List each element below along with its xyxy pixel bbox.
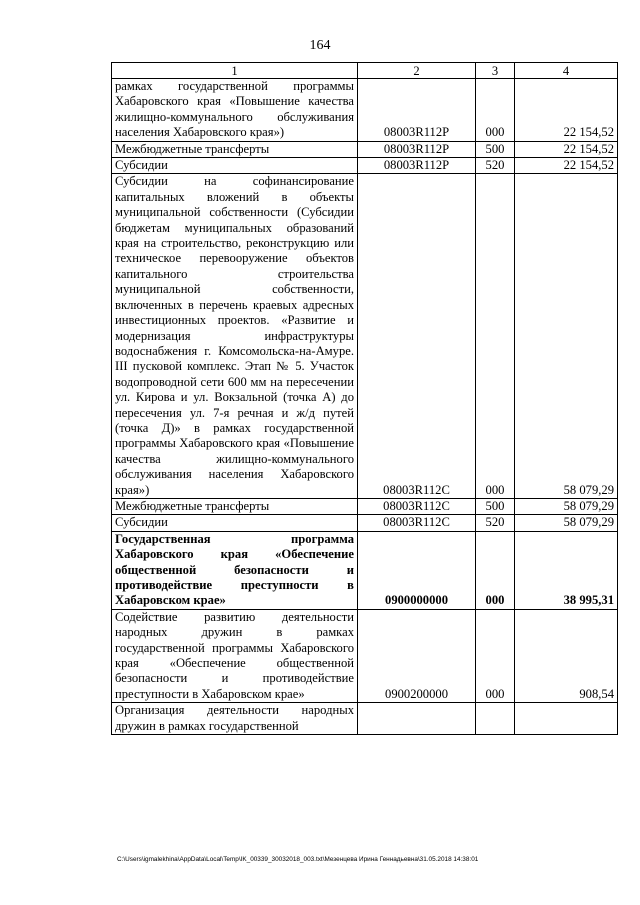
- table-row-program-total: [112, 531, 618, 609]
- table-row: [112, 174, 618, 499]
- row-description: Субсидии: [112, 158, 358, 174]
- table-row: [112, 703, 618, 735]
- table-row: [112, 498, 618, 514]
- row-target-code: [358, 703, 476, 735]
- row-amount: 38 995,31: [515, 531, 618, 609]
- table-row: [112, 158, 618, 174]
- column-header-1: 1: [112, 63, 358, 79]
- row-target-code: 08003R112C: [358, 498, 476, 514]
- row-amount: 22 154,52: [515, 141, 618, 157]
- footer-file-path: C:\Users\igmalekhina\AppData\Local\Temp\IK_00339_30032018_003.txt\Мезенцева Ирина Геннадьевна\31.05.2018 14:38:01: [117, 856, 479, 863]
- table-row: [112, 141, 618, 157]
- table-row: [112, 515, 618, 531]
- row-description: рамках государственной программы Хабаровского края «Повышение качества жилищно-коммунального обслуживания населения Хабаровского края»): [112, 79, 358, 142]
- row-target-code: 08003R112P: [358, 158, 476, 174]
- row-expense-type: 520: [476, 515, 515, 531]
- row-amount: 58 079,29: [515, 498, 618, 514]
- column-header-2: 2: [358, 63, 476, 79]
- column-header-4: 4: [515, 63, 618, 79]
- row-target-code: 08003R112P: [358, 79, 476, 142]
- row-description: Межбюджетные трансферты: [112, 141, 358, 157]
- row-description: Межбюджетные трансферты: [112, 498, 358, 514]
- row-amount: [515, 703, 618, 735]
- row-amount: 22 154,52: [515, 158, 618, 174]
- row-description: Организация деятельности народных дружин в рамках государственной: [112, 703, 358, 735]
- row-description: Субсидии на софинансирование капитальных вложений в объекты муниципальной собственности (Субсидии бюджетам муниципальных образований края на строительство, реконструкцию или техническое перевооружение объектов капитального строительства муниципальной собственности, включенных в перечень краевых адресных инвестиционных проектов. «Развитие и модернизация инфраструктуры водоснабжения г. Комсомольска-на-Амуре. III пусковой комплекс. Этап № 5. Участок водопроводной сети 600 мм на пересечении ул. Кирова и ул. Вокзальной (точка А) до пересечения ул. 7-я речная и ж/д путей (точка Д)» в рамках государственной программы Хабаровского края «Повышение качества жилищно-коммунального обслуживания населения Хабаровского края»): [112, 174, 358, 499]
- row-description: Субсидии: [112, 515, 358, 531]
- table-row: [112, 79, 618, 142]
- table-row: [112, 609, 618, 702]
- row-expense-type: 000: [476, 531, 515, 609]
- row-target-code: 08003R112P: [358, 141, 476, 157]
- row-amount: 22 154,52: [515, 79, 618, 142]
- row-amount: 908,54: [515, 609, 618, 702]
- row-expense-type: 000: [476, 174, 515, 499]
- table-header-row: [112, 63, 618, 79]
- row-target-code: 08003R112C: [358, 174, 476, 499]
- row-expense-type: 500: [476, 498, 515, 514]
- row-expense-type: 000: [476, 79, 515, 142]
- budget-table: [111, 62, 618, 735]
- row-expense-type: 500: [476, 141, 515, 157]
- row-amount: 58 079,29: [515, 174, 618, 499]
- row-expense-type: [476, 703, 515, 735]
- row-description: Содействие развитию деятельности народных дружин в рамках государственной программы Хабаровского края «Обеспечение общественной безопасности и противодействие преступности в Хабаровском крае»: [112, 609, 358, 702]
- row-target-code: 08003R112C: [358, 515, 476, 531]
- row-expense-type: 000: [476, 609, 515, 702]
- column-header-3: 3: [476, 63, 515, 79]
- row-target-code: 0900000000: [358, 531, 476, 609]
- row-description: Государственная программа Хабаровского края «Обеспечение общественной безопасности и противодействие преступности в Хабаровском крае»: [112, 531, 358, 609]
- row-target-code: 0900200000: [358, 609, 476, 702]
- row-amount: 58 079,29: [515, 515, 618, 531]
- page-number: 164: [309, 38, 331, 53]
- row-expense-type: 520: [476, 158, 515, 174]
